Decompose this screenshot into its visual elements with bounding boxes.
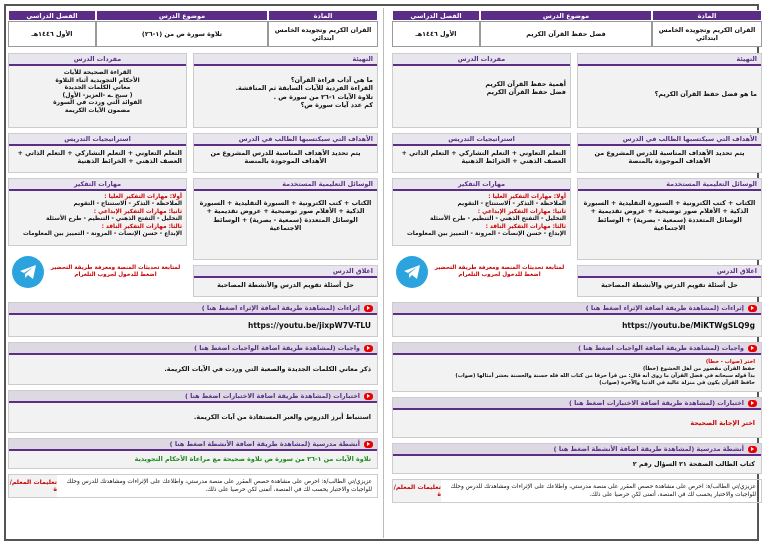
- youtube-icon[interactable]: [748, 446, 757, 453]
- closing-text: حل أسئلة تقويم الدرس والأنشطة المصاحبة: [217, 281, 354, 289]
- intro-line: تلاوة الآيات ١-٢٦ من سورة ص .: [273, 92, 373, 101]
- notes-text: عزيزي/تي الطالب/ة: احرص على مشاهدة حصص المقرر على منصة مدرستي، واطلاعك على الإثراءات ومشاهدتك للدرس وحلك للواجبات والاختبار يحسب لك في المنصة، أتمنى لكن حرصيا على ذلك.: [450, 484, 756, 498]
- tests-section: [392, 397, 762, 438]
- aids-box: [193, 178, 378, 260]
- thinking-box: [8, 178, 187, 246]
- activities-section: [8, 438, 378, 469]
- thinking-box: [392, 178, 571, 246]
- aids-text: الكتاب + كتب الكترونية + السبورة التقليدية + السبورة الذكية + الأقلام صور توضيحية + عروض تقديمية + الوسائل المتعددة (سمعية - بصرية) + الوسائط الاجتماعية: [199, 199, 372, 233]
- semester-value: الأول ١٤٤٦هـ: [392, 21, 480, 47]
- tests-section: [8, 390, 378, 433]
- subject-value: القران الكريم وتجويده الخامس ابتدائي: [652, 21, 762, 47]
- enrichment-title[interactable]: إثراءات (لمشاهدة طريقة اضافة الإثراء اضغط هنا ): [585, 304, 744, 312]
- enrichment-section: [8, 302, 378, 337]
- strategies-text: التعلم التعاوني + التعلم التشاركي + التعلم الذاتي + العصف الذهني + الخرائط الذهنية: [401, 149, 566, 166]
- vocab-line: معاني الكلمات الجديدة: [64, 84, 131, 92]
- tests-text: استنباط أبرز الدروس والعبر المستفادة من آيات الكريمة.: [193, 413, 371, 421]
- vocab-line: فضل حفظ القرآن الكريم: [486, 88, 566, 97]
- vocab-line: الفوائد التي وردت في السورة: [53, 99, 142, 107]
- youtube-icon[interactable]: [748, 345, 757, 352]
- telegram-icon[interactable]: [396, 256, 428, 288]
- goals-text: يتم تحديد الأهداف المناسبة للدرس المشروع من الأهداف الموجودة بالمنصة: [210, 149, 361, 166]
- page-separator: [383, 8, 384, 538]
- vocab-line: مضمون الآيات الكريمة: [64, 106, 131, 114]
- lesson-plan-right: [392, 10, 762, 535]
- homework-section: [392, 342, 762, 392]
- notes-text: عزيزي/تي الطالب/ة: احرص على مشاهدة حصص المقرر على منصة مدرستي، واطلاعك على الإثراءات ومشاهدتك للدرس وحلك للواجبات والاختبار يحسب لك في المنصة، أتمنى لكن حرصيا على ذلك.: [66, 479, 372, 493]
- subject-value: القران الكريم وتجويده الخامس ابتدائي: [268, 21, 378, 47]
- intro-text: ما هو فضل حفظ القرآن الكريم؟: [654, 90, 757, 98]
- semester-value: الأول ١٤٤٦هـ: [8, 21, 96, 47]
- closing-title: اغلاق الدرس: [578, 266, 761, 278]
- youtube-icon[interactable]: [364, 305, 373, 312]
- thinking-title: مهارات التفكير: [393, 179, 570, 191]
- aids-text: الكتاب + كتب الكترونية + السبورة التقليدية + السبورة الذكية + الأقلام صور توضيحية + عروض تقديمية + الوسائل المتعددة (سمعية - بصرية) + الوسائط الاجتماعية: [583, 199, 756, 233]
- thinking-line: ثالثا: مهارات التفكير الناقد :: [485, 223, 566, 230]
- aids-title: الوسائل التعليمية المستخدمة: [194, 179, 377, 191]
- activities-text: تلاوة الآيات من ١-٢٦ من سورة ص تلاوة صحيحة مع مراعاة الأحكام التجويدية: [134, 455, 371, 463]
- thinking-line: التحليل - التفتح الذهني - التنظيم - طرح الأسئلة: [430, 216, 566, 223]
- intro-title: التهيئة: [578, 54, 761, 66]
- strategies-box: [392, 133, 571, 173]
- telegram-promo[interactable]: [392, 251, 571, 293]
- notes-label: تعليمات المعلم/ة: [393, 480, 441, 502]
- vocab-line: ( سبح ـه -العزيز- الأول): [62, 91, 133, 99]
- intro-title: التهيئة: [194, 54, 377, 66]
- goals-title: الأهداف التي سيكتسبها الطالب في الدرس: [578, 134, 761, 146]
- topic-header: موضوع الدرس: [480, 10, 652, 21]
- header-values: [392, 21, 762, 47]
- vocab-title: مفردات الدرس: [393, 54, 570, 66]
- semester-header: الفصل الدراسي: [8, 10, 96, 21]
- homework-line: بدأ قوله سبحانه في فضل القرآن ما روى أنه قال: من قرأ حرفا من كتاب الله فله حسنة والحسنة بعشر أمثالها (صواب): [455, 373, 755, 379]
- homework-line: حافظ القرآن يكون في منزلة عالية في الدنيا والآخرة (صواب): [599, 380, 755, 386]
- thinking-line: التحليل - التفتح الذهني - التنظيم - طرح الأسئلة: [46, 216, 182, 223]
- notes-label: تعليمات المعلم/ة: [9, 475, 57, 497]
- homework-section: [8, 342, 378, 385]
- goals-box: [193, 133, 378, 173]
- thinking-line: الإبداع - حسن الإنصات - المرونة - التمييز بين المعلومات: [406, 231, 566, 238]
- thinking-line: ثالثا: مهارات التفكير الناقد :: [101, 223, 182, 230]
- enrichment-title[interactable]: إثراءات (لمشاهدة طريقة اضافة الإثراء اضغط هنا ): [201, 304, 360, 312]
- goals-box: [577, 133, 762, 173]
- activities-title[interactable]: أنشطة مدرسية (لمشاهدة طريقة اضافة الأنشطة اضغط هنا ): [169, 440, 360, 448]
- closing-text: حل أسئلة تقويم الدرس والأنشطة المصاحبة: [601, 281, 738, 289]
- homework-title[interactable]: واجبات (لمشاهدة طريقة اضافة الواجبات اضغط هنا ): [578, 344, 744, 352]
- vocab-line: أهمية حفظ القرآن الكريم: [485, 80, 566, 88]
- thinking-title: مهارات التفكير: [9, 179, 186, 191]
- intro-box: [193, 53, 378, 128]
- strategies-box: [8, 133, 187, 173]
- youtube-icon[interactable]: [748, 305, 757, 312]
- telegram-promo[interactable]: [8, 251, 187, 293]
- enrichment-section: [392, 302, 762, 337]
- tests-text: اختر الإجابة الصحيحة: [690, 419, 755, 427]
- homework-text: ذكر معاني الكلمات الجديدة والصعبة التي وردت في الآيات الكريمة.: [164, 365, 371, 373]
- topic-value: تلاوة سورة ص من (١-٢٦): [96, 21, 268, 47]
- homework-title[interactable]: واجبات (لمشاهدة طريقة اضافة الواجبات اضغط هنا ): [194, 344, 360, 352]
- youtube-icon[interactable]: [748, 400, 757, 407]
- goals-text: يتم تحديد الأهداف المناسبة للدرس المشروع من الأهداف الموجودة بالمنصة: [594, 149, 745, 166]
- topic-value: فضل حفظ القرآن الكريم: [480, 21, 652, 47]
- vocab-box: [8, 53, 187, 128]
- header-values: [8, 21, 378, 47]
- intro-line: ما هي آداب قراءة القرآن؟: [290, 76, 373, 84]
- vocab-title: مفردات الدرس: [9, 54, 186, 66]
- youtube-icon[interactable]: [364, 345, 373, 352]
- telegram-icon[interactable]: [12, 256, 44, 288]
- activities-text: كتاب الطالب الصفحة ٢١ السؤال رقم ٢: [632, 460, 755, 468]
- goals-title: الأهداف التي سيكتسبها الطالب في الدرس: [194, 134, 377, 146]
- thinking-line: أولا: مهارات التفكير العليا :: [104, 194, 182, 200]
- thinking-line: ثانيا: مهارات التفكير الإبداعي :: [477, 208, 566, 215]
- vocab-line: القراءة الصحيحة للآيات: [63, 69, 132, 76]
- lesson-plan-left: [8, 10, 378, 535]
- closing-box: [577, 265, 762, 297]
- youtube-icon[interactable]: [364, 393, 373, 400]
- thinking-line: الإبداع - حسن الإنصات - المرونة - التمييز بين المعلومات: [22, 231, 182, 238]
- subject-header: المادة: [652, 10, 762, 21]
- telegram-text: لمتابعة تحديثات المنصة ومعرفة طريقة التحضير اضغط للدخول لجروب التلغرام: [434, 265, 565, 278]
- thinking-line: ثانيا: مهارات التفكير الإبداعي :: [93, 208, 182, 215]
- telegram-text: لمتابعة تحديثات المنصة ومعرفة طريقة التحضير اضغط للدخول لجروب التلغرام: [50, 265, 181, 278]
- tests-title[interactable]: اختبارات (لمشاهدة طريقة اضافة الاختبارات اضغط هنا ): [184, 392, 360, 400]
- closing-box: [193, 265, 378, 297]
- subject-header: المادة: [268, 10, 378, 21]
- thinking-line: الملاحظة - التذكر - الاستنتاج - التقويم: [73, 201, 182, 208]
- closing-title: اغلاق الدرس: [194, 266, 377, 278]
- header-labels: [392, 10, 762, 21]
- teacher-notes: [392, 479, 762, 503]
- vocab-line: الأحكام التجويدية أثناء التلاوة: [55, 76, 140, 84]
- enrichment-link[interactable]: https://youtu.be/MiKTWgSLQ9g: [622, 321, 755, 330]
- activities-title[interactable]: أنشطة مدرسية (لمشاهدة طريقة اضافة الأنشطة اضغط هنا ): [553, 445, 744, 453]
- tests-title[interactable]: اختبارات (لمشاهدة طريقة اضافة الاختبارات اضغط هنا ): [568, 399, 744, 407]
- aids-title: الوسائل التعليمية المستخدمة: [578, 179, 761, 191]
- enrichment-link[interactable]: https://youtu.be/jixpW7V-TLU: [248, 321, 371, 330]
- teacher-notes: [8, 474, 378, 498]
- thinking-line: الملاحظة - التذكر - الاستنتاج - التقويم: [457, 201, 566, 208]
- strategies-title: استراتيجيات التدريس: [393, 134, 570, 146]
- topic-header: موضوع الدرس: [96, 10, 268, 21]
- intro-line: القراءة الفردية للآيات السابقة ثم المناقشة.: [235, 84, 373, 93]
- homework-line: اختر (صواب - خطأ): [705, 359, 755, 365]
- vocab-box: [392, 53, 571, 128]
- aids-box: [577, 178, 762, 260]
- header-labels: [8, 10, 378, 21]
- strategies-title: استراتيجيات التدريس: [9, 134, 186, 146]
- activities-section: [392, 443, 762, 474]
- semester-header: الفصل الدراسي: [392, 10, 480, 21]
- intro-line: كم عدد آيات سورة ص؟: [300, 101, 373, 110]
- intro-box: [577, 53, 762, 128]
- strategies-text: التعلم التعاوني + التعلم التشاركي + التعلم الذاتي + العصف الذهني + الخرائط الذهنية: [17, 149, 182, 166]
- homework-line: حفظ القرآن مقصور من أهل الخشوع (خطأ): [643, 366, 755, 372]
- youtube-icon[interactable]: [364, 441, 373, 448]
- thinking-line: أولا: مهارات التفكير العليا :: [488, 194, 566, 200]
